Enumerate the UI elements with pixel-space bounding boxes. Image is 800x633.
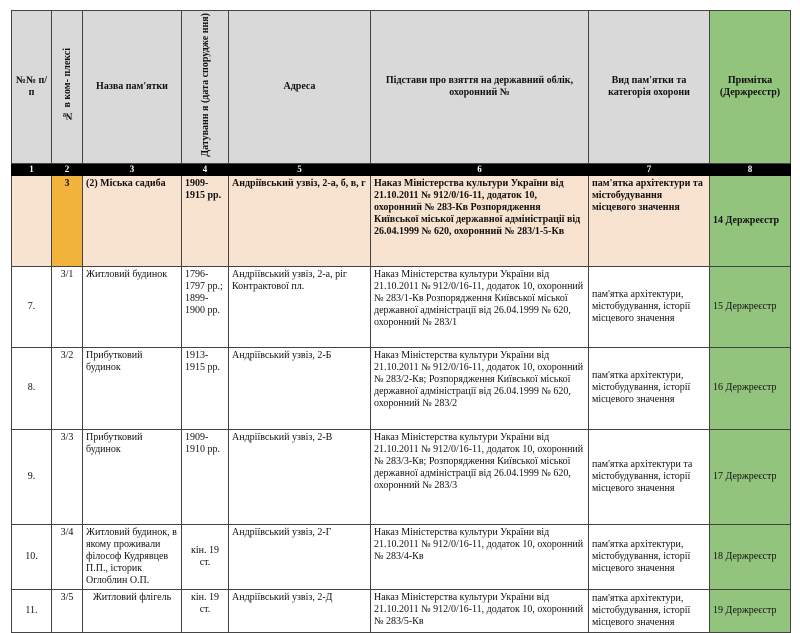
column-number: 2	[52, 163, 83, 175]
row-complex-number: 3/4	[52, 524, 83, 589]
table-row	[12, 347, 791, 429]
row-note: 17 Держреєстр	[710, 429, 791, 524]
row-complex-number: 3/3	[52, 429, 83, 524]
row-name: Житловий будинок, в якому проживали філософ Кудрявцев П.П., історик Оглоблин О.П.	[83, 524, 182, 589]
row-kind: пам'ятка архітектури, містобудування, історії місцевого значення	[589, 589, 710, 632]
row-note: 18 Держреєстр	[710, 524, 791, 589]
row-name: Прибутковий будинок	[83, 347, 182, 429]
header-complex-number-text: № в ком- плексі	[61, 48, 73, 122]
header-note: Примітка (Держреєстр)	[710, 11, 791, 164]
complex-note: 14 Держреєстр	[710, 175, 791, 266]
row-index: 11.	[12, 589, 52, 632]
row-address: Андріївський узвіз, 2-Б	[229, 347, 371, 429]
row-index: 9.	[12, 429, 52, 524]
row-kind: пам'ятка архітектури, містобудування, історії місцевого значення	[589, 524, 710, 589]
complex-number: 3	[52, 175, 83, 266]
row-note: 19 Держреєстр	[710, 589, 791, 632]
column-number: 3	[83, 163, 182, 175]
row-note: 16 Держреєстр	[710, 347, 791, 429]
row-note: 15 Держреєстр	[710, 266, 791, 347]
table-row	[12, 524, 791, 589]
column-number: 6	[371, 163, 589, 175]
table-row	[12, 589, 791, 632]
row-address: Андріївський узвіз, 2-а, ріг Контрактової пл.	[229, 266, 371, 347]
complex-name: (2) Міська садиба	[83, 175, 182, 266]
row-kind: пам'ятка архітектури та містобудування, історії місцевого значення	[589, 429, 710, 524]
header-kind: Вид пам'ятки та категорія охорони	[589, 11, 710, 164]
column-number: 4	[182, 163, 229, 175]
column-number: 8	[710, 163, 791, 175]
row-address: Андріївський узвіз, 2-Д	[229, 589, 371, 632]
header-date	[182, 11, 229, 164]
row-date: кін. 19 ст.	[182, 589, 229, 632]
row-basis: Наказ Міністерства культури України від 21.10.2011 № 912/0/16-11, додаток 10, охоронний № 283/3-Кв; Розпорядження Київської міської державної адміністрації від 26.04.1999 № 620, охоронний № 283/3	[371, 429, 589, 524]
row-date: 1796- 1797 рр.; 1899- 1900 рр.	[182, 266, 229, 347]
table-row	[12, 266, 791, 347]
row-kind: пам'ятка архітектури, містобудування, історії місцевого значення	[589, 266, 710, 347]
row-basis: Наказ Міністерства культури України від 21.10.2011 № 912/0/16-11, додаток 10, охоронний № 283/5-Кв	[371, 589, 589, 632]
header-name: Назва пам'ятки	[83, 11, 182, 164]
row-basis: Наказ Міністерства культури України від 21.10.2011 № 912/0/16-11, додаток 10, охоронний № 283/2-Кв; Розпорядження Київської міської державної адміністрації від 26.04.1999 № 620, охоронний № 283/2	[371, 347, 589, 429]
row-complex-number: 3/2	[52, 347, 83, 429]
header-row	[12, 11, 791, 164]
row-name: Житловий флігель	[83, 589, 182, 632]
row-index: 7.	[12, 266, 52, 347]
table-row	[12, 429, 791, 524]
row-date: кін. 19 ст.	[182, 524, 229, 589]
row-complex-number: 3/1	[52, 266, 83, 347]
header-address: Адреса	[229, 11, 371, 164]
row-basis: Наказ Міністерства культури України від 21.10.2011 № 912/0/16-11, додаток 10, охоронний № 283/4-Кв	[371, 524, 589, 589]
row-address: Андріївський узвіз, 2-В	[229, 429, 371, 524]
column-number: 1	[12, 163, 52, 175]
column-number: 5	[229, 163, 371, 175]
column-number: 7	[589, 163, 710, 175]
complex-address: Андріївський узвіз, 2-а, б, в, г	[229, 175, 371, 266]
header-index: №№ п/п	[12, 11, 52, 164]
row-index: 10.	[12, 524, 52, 589]
complex-basis: Наказ Міністерства культури України від 21.10.2011 № 912/0/16-11, додаток 10, охоронний № 283-Кв Розпорядження Київської міської державної адміністрації від 26.04.1999 № 620, охоронний № 283/1-5-Кв	[371, 175, 589, 266]
row-date: 1913- 1915 рр.	[182, 347, 229, 429]
row-complex-number: 3/5	[52, 589, 83, 632]
monuments-register-table	[11, 10, 791, 633]
complex-kind: пам'ятка архітектури та містобудування місцевого значення	[589, 175, 710, 266]
header-basis: Підстави про взяття на державний облік, охоронний №	[371, 11, 589, 164]
column-number-row	[12, 163, 791, 175]
header-date-text: Датуванн я (дата спорудже ння)	[199, 13, 211, 157]
complex-date: 1909- 1915 рр.	[182, 175, 229, 266]
row-address: Андріївський узвіз, 2-Г	[229, 524, 371, 589]
row-basis: Наказ Міністерства культури України від 21.10.2011 № 912/0/16-11, додаток 10, охоронний № 283/1-Кв Розпорядження Київської міської державної адміністрації від 26.04.1999 № 620, охоронний № 283/1	[371, 266, 589, 347]
header-complex-number	[52, 11, 83, 164]
row-name: Житловий будинок	[83, 266, 182, 347]
row-index: 8.	[12, 347, 52, 429]
row-kind: пам'ятка архітектури, містобудування, історії місцевого значення	[589, 347, 710, 429]
complex-row	[12, 175, 791, 266]
row-date: 1909- 1910 рр.	[182, 429, 229, 524]
complex-index-cell	[12, 175, 52, 266]
row-name: Прибутковий будинок	[83, 429, 182, 524]
